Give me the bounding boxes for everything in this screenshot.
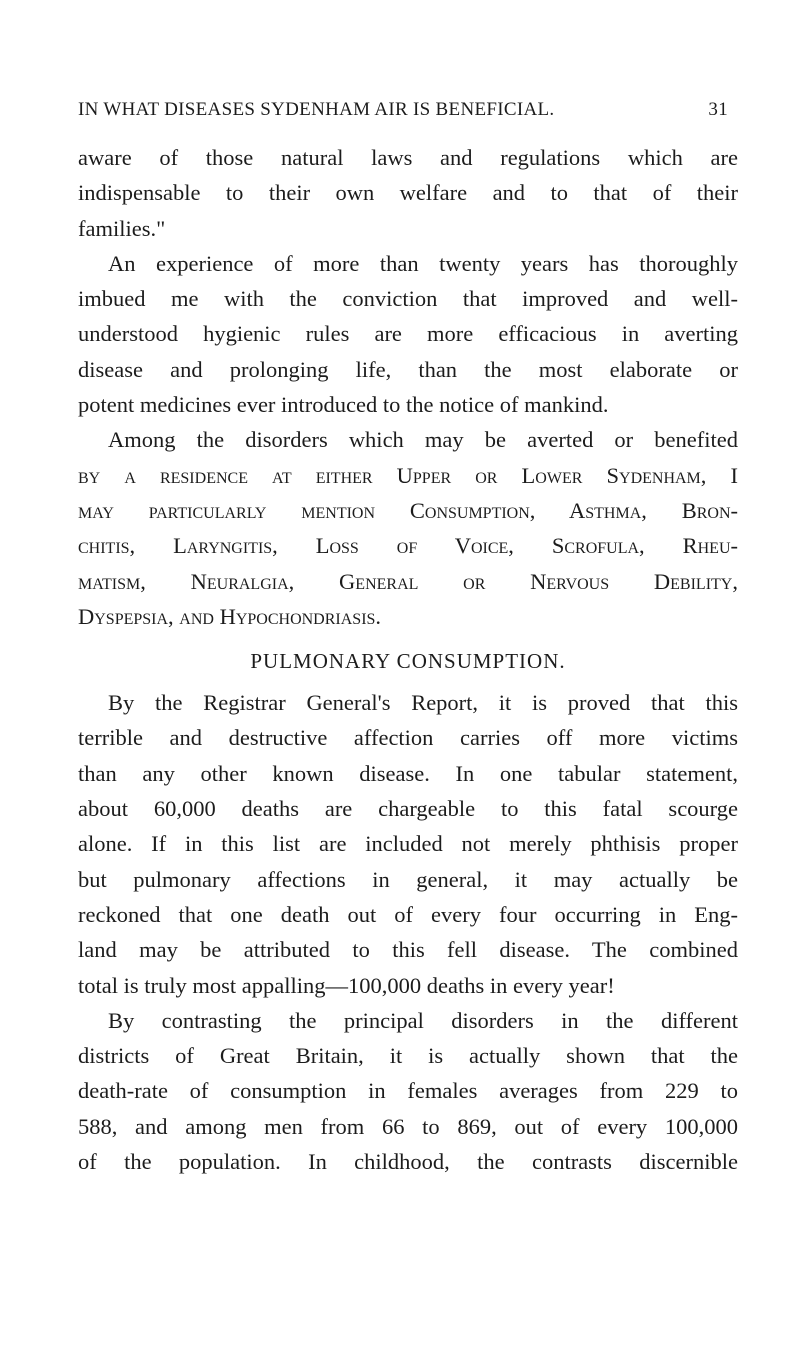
text-line: 588, and among men from 66 to 869, out of every 100,000 — [78, 1113, 738, 1139]
paragraph-continuation — [78, 140, 738, 246]
paragraph-disorders — [78, 422, 738, 634]
text-line: indispensable to their own welfare and to that of their — [78, 180, 738, 206]
paragraph-experience — [78, 246, 738, 422]
running-head-title: IN WHAT DISEASES SYDENHAM AIR IS BENEFICIAL. — [78, 99, 555, 120]
text-line: potent medicines ever introduced to the notice of mankind. — [78, 392, 609, 418]
body-text — [78, 140, 738, 1179]
text-line: may particularly mention Consumption, Asthma, Bron- — [78, 497, 738, 523]
paragraph-death-rates — [78, 1003, 738, 1179]
text-line: By contrasting the principal disorders in the different — [108, 1007, 738, 1033]
text-line: but pulmonary affections in general, it may actually be — [78, 866, 738, 892]
text-line: Dyspepsia, and Hypochondriasis. — [78, 603, 382, 629]
text-line: families." — [78, 215, 166, 241]
text-line: aware of those natural laws and regulations which are — [78, 145, 738, 170]
text-line: alone. If in this list are included not merely phthisis proper — [78, 831, 738, 857]
text-line: by a residence at either Upper or Lower Sydenham, I — [78, 462, 738, 488]
text-line: land may be attributed to this fell disease. The combined — [78, 937, 738, 963]
text-line: districts of Great Britain, it is actually shown that the — [78, 1043, 738, 1069]
text-line: imbued me with the conviction that improved and well- — [78, 286, 738, 312]
text-line: reckoned that one death out of every four occurring in Eng- — [78, 901, 738, 927]
text-line: An experience of more than twenty years has thoroughly — [108, 250, 738, 276]
text-line: total is truly most appalling—100,000 deaths in every year! — [78, 972, 615, 998]
text-line: chitis, Laryngitis, Loss of Voice, Scrofula, Rheu- — [78, 533, 738, 559]
text-line: of the population. In childhood, the contrasts discernible — [78, 1149, 738, 1175]
section-heading: PULMONARY CONSUMPTION. — [250, 649, 566, 674]
text-line: terrible and destructive affection carries off more victims — [78, 725, 738, 751]
text-line: than any other known disease. In one tabular statement, — [78, 760, 738, 786]
text-line: death-rate of consumption in females averages from 229 to — [78, 1078, 738, 1104]
page-number: 31 — [708, 99, 728, 120]
text-line: matism, Neuralgia, General or Nervous Debility, — [78, 568, 738, 594]
text-line: Among the disorders which may be averted or benefited — [108, 427, 738, 453]
text-line: understood hygienic rules are more efficacious in averting — [78, 321, 738, 347]
text-line: disease and prolonging life, than the most elaborate or — [78, 356, 738, 382]
text-line: By the Registrar General's Report, it is proved that this — [108, 690, 738, 716]
text-line: about 60,000 deaths are chargeable to this fatal scourge — [78, 796, 738, 822]
paragraph-registrar-report — [78, 685, 738, 1003]
